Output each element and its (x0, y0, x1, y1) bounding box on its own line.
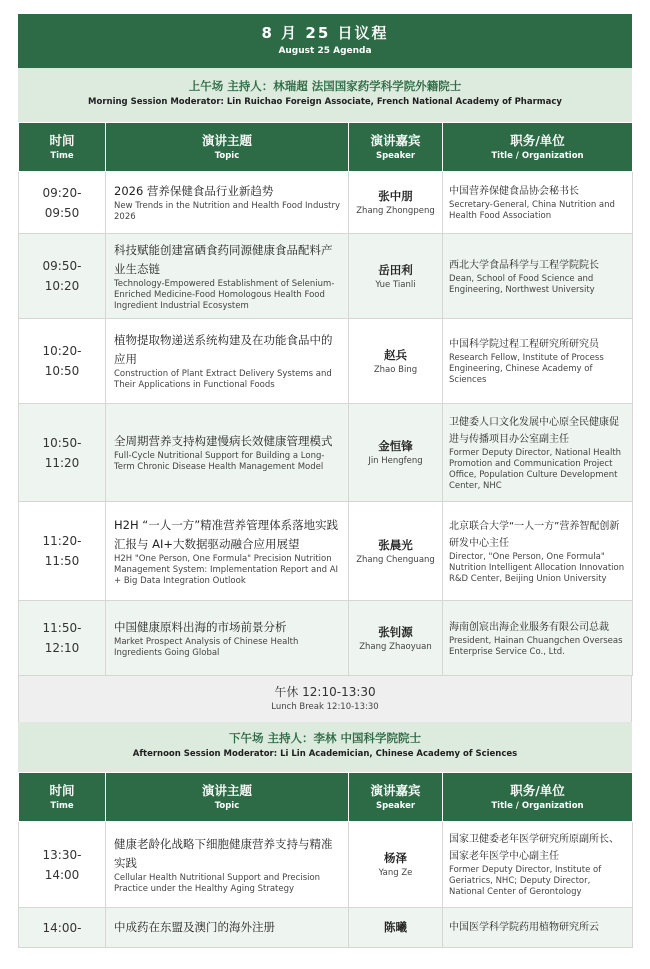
time-cell: 11:20- 11:50 (19, 502, 106, 601)
topic-cell: 健康老龄化战略下细胞健康营养支持与精准实践 Cellular Health Nutritional Support and Precision Practice under the Healthy Aging Strategy (106, 822, 349, 908)
time-cell: 10:20- 10:50 (19, 319, 106, 404)
speaker-cell: 赵兵 Zhao Bing (349, 319, 443, 404)
table-row (19, 601, 633, 676)
agenda-title-en: August 25 Agenda (278, 46, 372, 56)
col-header-organization: 职务/单位 Title / Organization (443, 773, 633, 822)
time-cell: 09:50- 10:20 (19, 234, 106, 319)
time-cell: 13:30- 14:00 (19, 822, 106, 908)
table-row (19, 908, 633, 948)
speaker-cell: 金恒锋 Jin Hengfeng (349, 404, 443, 502)
morning-session-header (18, 68, 632, 122)
table-header-row (19, 773, 633, 822)
topic-cell: H2H “一人一方”精准营养管理体系落地实践汇报与 AI+大数据驱动融合应用展望 H2H "One Person, One Formula" Precision Nutrition Management System: Implementation Report and AI + Big Data Integration Outlook (106, 502, 349, 601)
col-header-organization: 职务/单位 Title / Organization (443, 123, 633, 172)
agenda-title-bar (18, 14, 632, 68)
topic-cell: 中成药在东盟及澳门的海外注册 (106, 908, 349, 948)
speaker-cell: 张晨光 Zhang Chenguang (349, 502, 443, 601)
time-cell: 11:50- 12:10 (19, 601, 106, 676)
time-cell: 14:00- (19, 908, 106, 948)
organization-cell: 国家卫健委老年医学研究所原副所长、国家老年医学中心副主任 Former Deputy Director, Institute of Geriatrics, NHC; Deputy Director, National Center of Gerontology (443, 822, 633, 908)
organization-cell: 北京联合大学“一人一方”营养智配创新研发中心主任 Director, "One Person, One Formula" Nutrition Intelligent Allocation Innovation R&D Center, Beijing Union University (443, 502, 633, 601)
col-header-speaker: 演讲嘉宾 Speaker (349, 773, 443, 822)
lunch-break-row (18, 676, 632, 722)
table-row (19, 502, 633, 601)
afternoon-session-header (18, 722, 632, 772)
organization-cell: 海南创宸出海企业服务有限公司总裁 President, Hainan Chuangchen Overseas Enterprise Service Co., Ltd. (443, 601, 633, 676)
col-header-time: 时间 Time (19, 773, 106, 822)
agenda-title-cn: 8 月 25 日议程 (261, 24, 389, 42)
table-row (19, 172, 633, 234)
morning-session-title-en: Morning Session Moderator: Lin Ruichao Foreign Associate, French National Academy of Pharmacy (88, 97, 562, 107)
time-cell: 09:20- 09:50 (19, 172, 106, 234)
col-header-time: 时间 Time (19, 123, 106, 172)
time-cell: 10:50- 11:20 (19, 404, 106, 502)
col-header-topic: 演讲主题 Topic (106, 123, 349, 172)
topic-cell: 中国健康原料出海的市场前景分析 Market Prospect Analysis of Chinese Health Ingredients Going Global (106, 601, 349, 676)
morning-schedule-table (18, 122, 633, 676)
table-row (19, 822, 633, 908)
lunch-break-en: Lunch Break 12:10-13:30 (271, 702, 379, 712)
morning-session-title-cn: 上午场 主持人：林瑞超 法国国家药学科学院外籍院士 (188, 79, 462, 93)
organization-cell: 中国科学院过程工程研究所研究员 Research Fellow, Institute of Process Engineering, Chinese Academy of Sciences (443, 319, 633, 404)
speaker-cell: 陈曦 (349, 908, 443, 948)
organization-cell: 中国营养保健食品协会秘书长 Secretary-General, China Nutrition and Health Food Association (443, 172, 633, 234)
topic-cell: 植物提取物递送系统构建及在功能食品中的应用 Construction of Plant Extract Delivery Systems and Their Applications in Functional Foods (106, 319, 349, 404)
col-header-speaker: 演讲嘉宾 Speaker (349, 123, 443, 172)
organization-cell: 中国医学科学院药用植物研究所云 (443, 908, 633, 948)
agenda-page (18, 14, 632, 948)
afternoon-session-title-en: Afternoon Session Moderator: Li Lin Academician, Chinese Academy of Sciences (132, 749, 518, 759)
table-row (19, 404, 633, 502)
speaker-cell: 张钊源 Zhang Zhaoyuan (349, 601, 443, 676)
afternoon-schedule-table (18, 772, 633, 948)
lunch-break-cn: 午休 12:10-13:30 (274, 685, 376, 699)
organization-cell: 西北大学食品科学与工程学院院长 Dean, School of Food Science and Engineering, Northwest University (443, 234, 633, 319)
col-header-topic: 演讲主题 Topic (106, 773, 349, 822)
table-header-row (19, 123, 633, 172)
table-row (19, 319, 633, 404)
afternoon-session-title-cn: 下午场 主持人：李林 中国科学院院士 (228, 731, 421, 745)
topic-cell: 全周期营养支持构建慢病长效健康管理模式 Full-Cycle Nutritional Support for Building a Long-Term Chronic Disease Health Management Model (106, 404, 349, 502)
topic-cell: 2026 营养保健食品行业新趋势 New Trends in the Nutrition and Health Food Industry 2026 (106, 172, 349, 234)
speaker-cell: 岳田利 Yue Tianli (349, 234, 443, 319)
table-row (19, 234, 633, 319)
speaker-cell: 张中朋 Zhang Zhongpeng (349, 172, 443, 234)
speaker-cell: 杨泽 Yang Ze (349, 822, 443, 908)
organization-cell: 卫健委人口文化发展中心原全民健康促进与传播项目办公室副主任 Former Deputy Director, National Health Promotion and Communication Project Office, Population Culture Development Center, NHC (443, 404, 633, 502)
topic-cell: 科技赋能创建富硒食药同源健康食品配料产业生态链 Technology-Empowered Establishment of Selenium-Enriched Medicine-Food Homologous Health Food Ingredient Industrial Ecosystem (106, 234, 349, 319)
